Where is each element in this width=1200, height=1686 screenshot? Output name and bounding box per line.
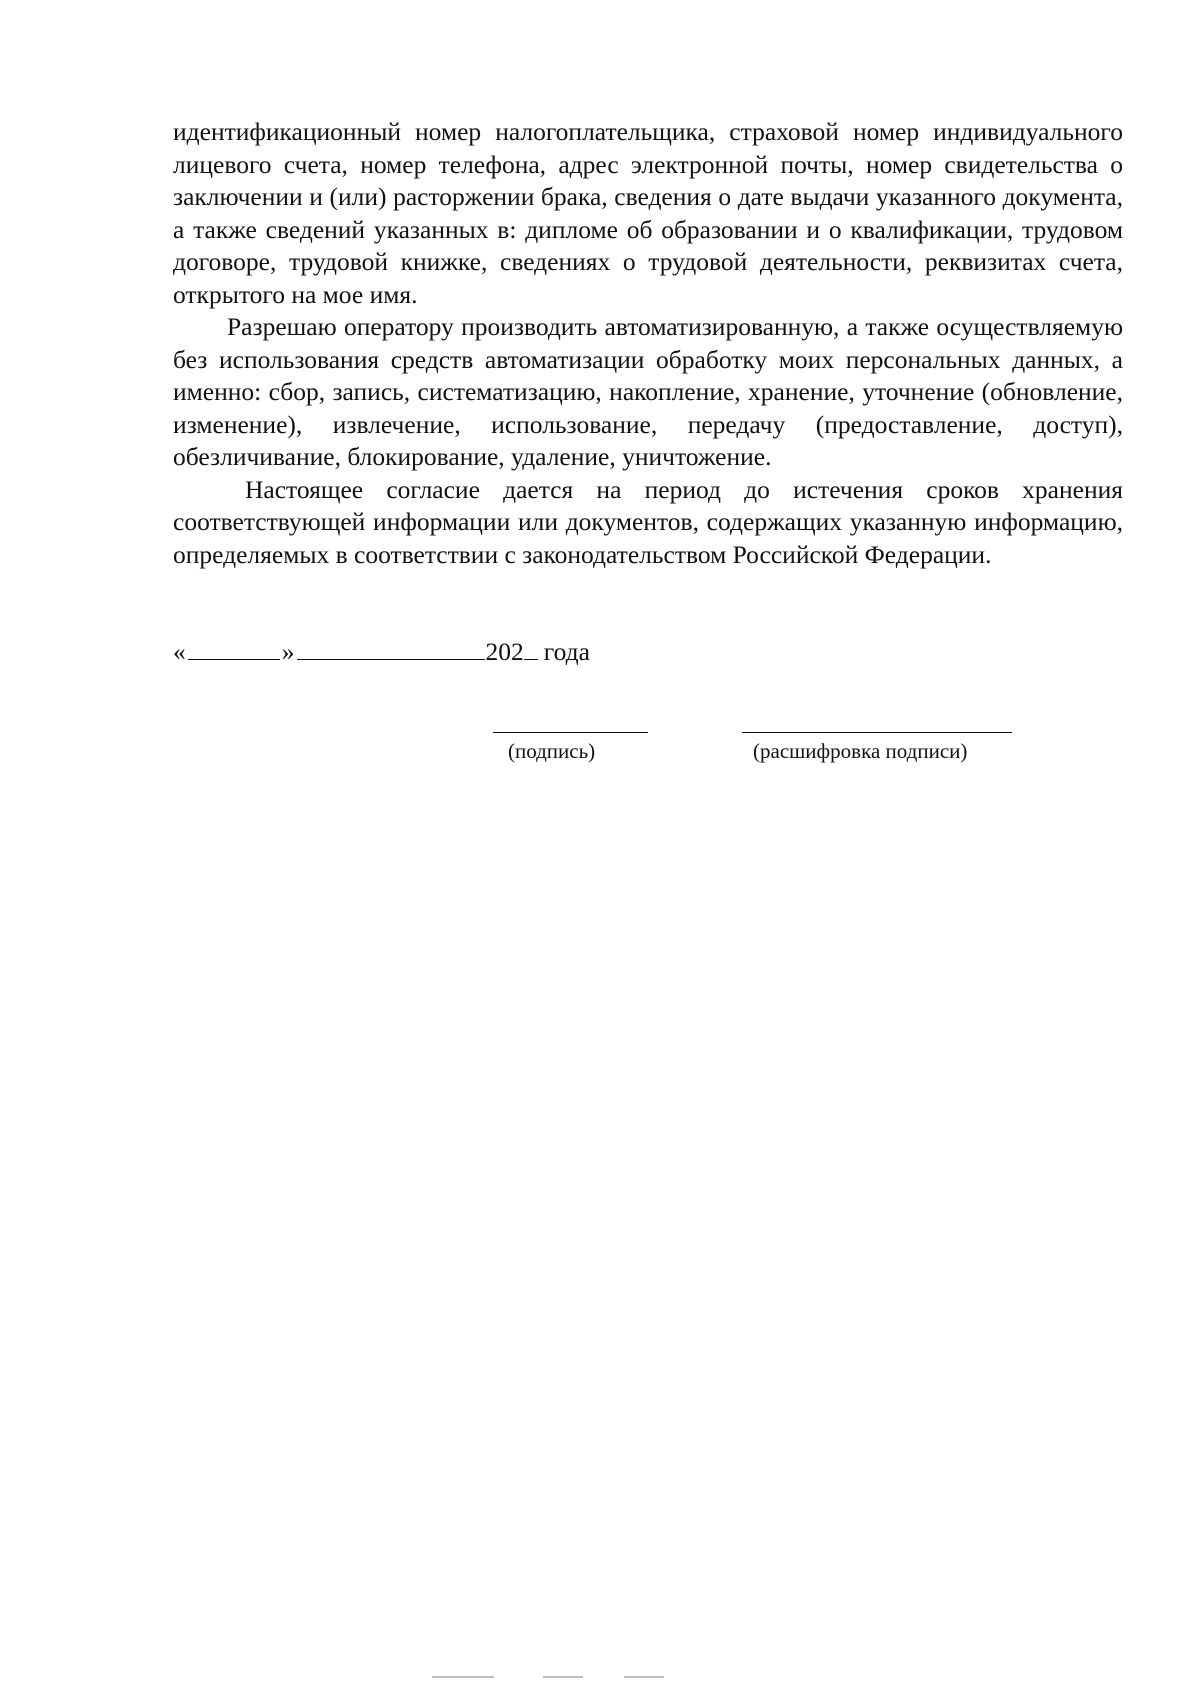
- signature-decode-caption: (расшифровка подписи): [753, 739, 968, 763]
- paragraph-personal-data-list: идентификационный номер налогоплательщика, страховой номер индивидуального лицевого счета, номер телефона, адрес электронной почты, номер свидетельства о заключении и (или) расторжении брака, сведения о дате выдачи указанного документа, а также сведений указанных в: дипломе об образовании и о квалификации, трудовом договоре, трудовой книжке, сведениях о трудовой деятельности, реквизитах счета, открытого на мое имя.: [173, 117, 1123, 309]
- paragraph-processing-permission: Разрешаю оператору производить автоматизированную, а также осуществляемую без использования средств автоматизации обработку моих персональных данных, а именно: сбор, запись, систематизацию, накопление, хранение, уточнение (обновление, изменение), извлечение, использование, передачу (предоставление, доступ), обезличивание, блокирование, удаление, уничтожение.: [173, 312, 1123, 471]
- date-year-suffix: года: [543, 637, 590, 666]
- signature-caption: (подпись): [508, 739, 596, 763]
- paragraph-consent-period: Настоящее согласие дается на период до истечения сроков хранения соответствующей информации или документов, содержащих указанную информацию, определяемых в соответствии с законодательством Российской Федерации.: [173, 474, 1123, 569]
- date-open-quote: «: [173, 637, 186, 666]
- date-day-blank: [188, 637, 280, 660]
- date-year-blank: [524, 637, 538, 660]
- date-year-prefix: 202: [485, 637, 524, 666]
- date-line: [173, 636, 590, 668]
- scan-artifact-mark: [624, 1676, 664, 1678]
- scan-artifact-mark: [543, 1676, 583, 1678]
- consent-text: [173, 116, 1123, 571]
- date-month-blank: [297, 637, 485, 660]
- date-close-quote: »: [281, 637, 295, 666]
- signature-decode-line: [742, 732, 1012, 733]
- signature-line: [493, 732, 648, 733]
- scan-artifact-mark: [432, 1676, 494, 1678]
